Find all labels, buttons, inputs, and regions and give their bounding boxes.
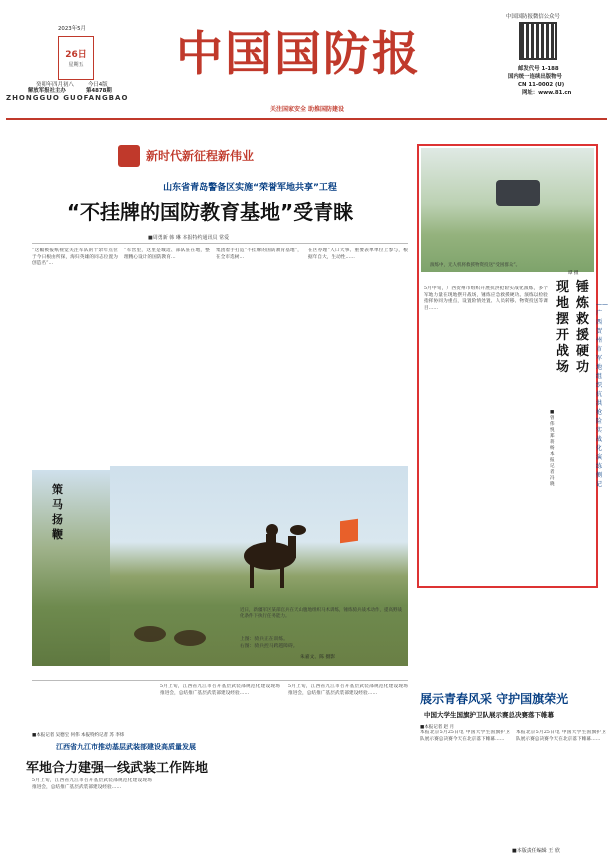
masthead-rule [6, 118, 607, 120]
bottom-left-body-col-3: 5月上旬，江西省九江市召开基层武装部规范化建设现场推进会，总结推广基层武装部建设经验…… [288, 684, 408, 696]
right-story-headline-2: 锤炼救援硬功 [576, 280, 590, 375]
wechat-label: 中国国防报微信公众号 [506, 14, 560, 20]
newspaper-logo: 中国国防报 [176, 27, 421, 82]
photo-vertical-title: 策马扬鞭 [52, 483, 63, 541]
drone-photo [421, 148, 594, 272]
divider [32, 680, 408, 681]
masthead-slogan: 关注国家安全 助推国防建设 [269, 106, 345, 113]
postal-code: 邮发代号 1-188 [518, 66, 559, 72]
publisher: 解放军报社主办 [28, 88, 66, 94]
issue-pages: 今日4版 [88, 82, 108, 88]
right-story-body: 5月中旬，广西贺州市组织开展抗洪抢险实战化演练，多个军地力量在现地摆开战场，锤炼应急救援硬功。演练以检验指挥协同为重点，设置险情处置、人员转移、物资投送等课目…… [424, 286, 548, 311]
website: 网址：www.81.cn [522, 90, 572, 96]
lead-byline: ■周勇新 韩 琳 本报特约通讯员 常爱 [148, 235, 230, 241]
bottom-right-body-col-2: 本报北京5月25日电 中国大学生国旗护卫队展示赛总决赛今天在北京落下帷幕…… [516, 730, 606, 742]
bottom-right-headline: 展示青春风采 守护国旗荣光 [420, 692, 569, 706]
lead-kicker: 山东省青岛警备区实施“荣誉军地共享”工程 [163, 183, 337, 193]
date-weekday: 星期五 [68, 62, 84, 68]
bottom-left-body: 5月上旬，江西省九江市召开基层武装部规范化建设现场推进会，总结推广基层武装部建设经验…… [32, 778, 152, 790]
section-title: 新时代新征程新伟业 [146, 149, 255, 163]
bottom-left-byline: ■本报记者 吴德宝 何伟 本报特约记者 苏 李炜 [32, 733, 125, 738]
drone-photo-credit: 谭 摄 [568, 271, 579, 276]
lead-body-col-2: “军营里，这里是城边、部队驻在地，整理精心设计的国防教育… [124, 248, 210, 260]
right-story-subhead: ——广西贺州市军地组织抗洪抢险实战化演练侧记 [596, 301, 608, 488]
photo-credit-2: 右图：骑兵控马跨越障碍。 [240, 644, 298, 649]
bottom-left-headline: 军地合力建强一线武装工作阵地 [26, 761, 209, 776]
bottom-right-byline: ■本报记者 赵 月 [420, 725, 455, 730]
date-day: 26日 [65, 50, 87, 60]
date-year-month: 2023年5月 [58, 26, 86, 32]
bottom-left-body-col-2: 5月上旬，江西省九江市召开基层武装部规范化建设现场推进会，总结推广基层武装部建设经验…… [160, 684, 280, 696]
bottom-left-kicker: 江西省九江市推动基层武装部建设高质量发展 [56, 743, 196, 751]
drone-caption: 演练中，无人机将救援物资投送“受困群众”。 [430, 263, 521, 268]
bottom-right-subhead: 中国大学生国旗护卫队展示赛总决赛落下帷幕 [424, 711, 554, 719]
right-story-headline-1: 现地摆开战场 [556, 280, 570, 375]
right-story-byline: ■曾伟悦 郑 蒋 杨 本报记者 冯 晓 [550, 410, 555, 487]
lead-body-col-3: 集团着手打造“不挂牌的国防教育基地”，在全市选树… [216, 248, 302, 260]
issue-no: 第4878期 [86, 88, 112, 94]
drone-icon [496, 180, 540, 206]
lead-headline: “不挂牌的国防教育基地”受青睐 [66, 200, 354, 224]
bottom-right-body: 本报北京5月25日电 中国大学生国旗护卫队展示赛总决赛今天在北京落下帷幕…… [420, 730, 510, 742]
photographer: 朱嘉文、陈 摄影 [300, 655, 336, 660]
masthead [0, 0, 613, 116]
lunar-date: 癸卯年四月初八 [36, 82, 74, 88]
photo-cavalry-side [32, 470, 110, 666]
qr-code-icon [519, 22, 557, 60]
photo-credit-1: 上图：骑兵正在训练。 [240, 637, 288, 642]
cn-number: CN 11-0002 (U) [518, 82, 565, 88]
date-box [58, 36, 94, 80]
page-footer: ■本版责任编辑 王 欣 [512, 848, 560, 854]
section-flag-icon [118, 145, 140, 167]
lead-body-col-1: “这幅被报纸视觉关注军队的十余年点位于今日根由所探，海归英雄的同志位置为创造名”… [32, 248, 118, 267]
serial-no: 国内统一连续出版物号 [508, 74, 562, 80]
photo-caption: 近日，新疆军区某部官兵在天山腹地组织马术训练，锤炼骑兵战术动作，提高野战化条件下执行任务能力。 [240, 608, 402, 619]
lead-body-col-4: 在区办理“人口大事、重要表单单位上参与，根据年自大，生动性…… [308, 248, 408, 260]
divider [32, 243, 408, 244]
masthead-pinyin: ZHONGGUO GUOFANGBAO [6, 94, 129, 102]
flag-icon [340, 519, 358, 544]
